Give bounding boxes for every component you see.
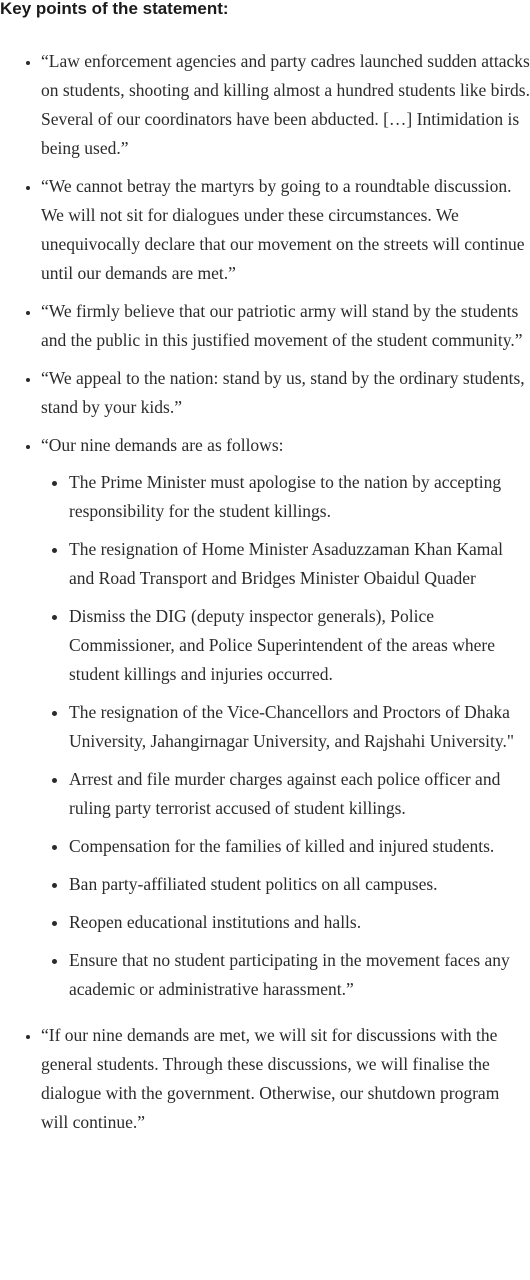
statement-point: • “We appeal to the nation: stand by us, stand by the ordinary students, stand by your kids.” (41, 364, 530, 422)
demand-item: • Ensure that no student participating in the movement faces any academic or administrative harassment.” (69, 946, 530, 1004)
demand-item: • The Prime Minister must apologise to the nation by accepting responsibility for the student killings. (69, 468, 530, 526)
statement-point: • “If our nine demands are met, we will sit for discussions with the general students. Through these discussions, we will finalise the dialogue with the government. Otherwise, our shutdown program will continue.” (41, 1021, 530, 1137)
section-heading: Key points of the statement: (0, 0, 229, 18)
demand-item: • Compensation for the families of killed and injured students. (69, 832, 530, 861)
demand-item: • Dismiss the DIG (deputy inspector generals), Police Commissioner, and Police Superintendent of the areas where student killings and injuries occurred. (69, 602, 530, 689)
statement-points-list (0, 47, 530, 1146)
statement-point-demands (41, 431, 530, 1004)
demand-item: • Arrest and file murder charges against each police officer and ruling party terrorist accused of student killings. (69, 765, 530, 823)
demand-item: • The resignation of Home Minister Asaduzzaman Khan Kamal and Road Transport and Bridges Minister Obaidul Quader (69, 535, 530, 593)
demand-item: • Ban party-affiliated student politics on all campuses. (69, 870, 530, 899)
demands-list (41, 468, 530, 1004)
statement-point: • “We cannot betray the martyrs by going to a roundtable discussion. We will not sit for dialogues under these circumstances. We unequivocally declare that our movement on the streets will continue until our demands are met.” (41, 172, 530, 288)
statement-point: • “Law enforcement agencies and party cadres launched sudden attacks on students, shooting and killing almost a hundred students like birds. Several of our coordinators have been abducted. […] Intimidation is being used.” (41, 47, 530, 163)
statement-point: • “We firmly believe that our patriotic army will stand by the students and the public in this justified movement of the student community.” (41, 297, 530, 355)
demand-item: • Reopen educational institutions and halls. (69, 908, 530, 937)
demands-intro: “Our nine demands are as follows: (41, 435, 284, 455)
demand-item: • The resignation of the Vice-Chancellors and Proctors of Dhaka University, Jahangirnagar University, and Rajshahi University." (69, 698, 530, 756)
